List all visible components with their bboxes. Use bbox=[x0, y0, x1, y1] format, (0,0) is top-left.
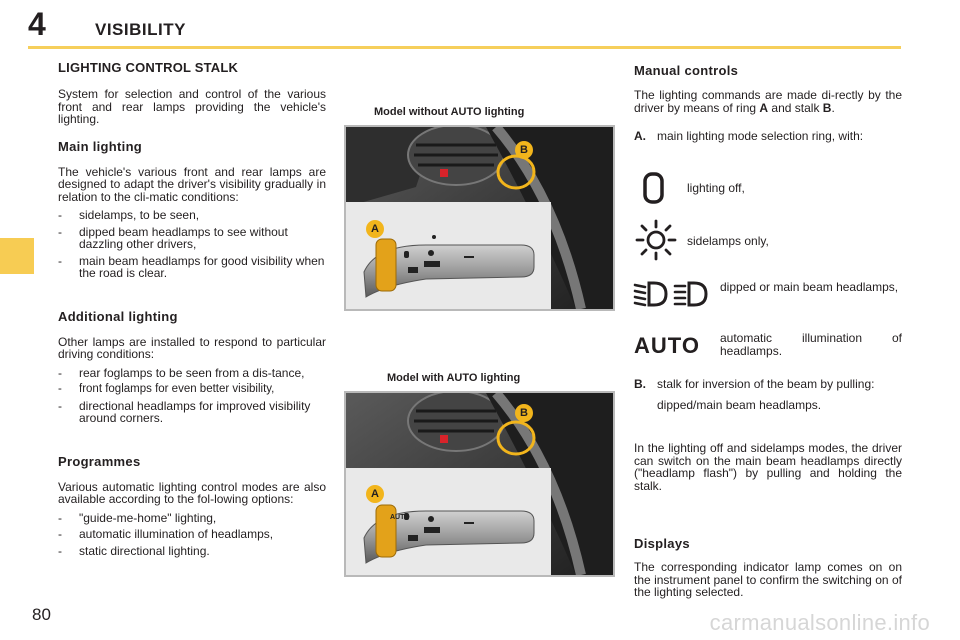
beam-label: dipped or main beam headlamps, bbox=[720, 280, 899, 294]
list-item: - "guide-me-home" lighting, bbox=[58, 510, 217, 525]
list-item: - rear foglamps to be seen from a dis-tance, bbox=[58, 365, 305, 380]
auto-icon: AUTO bbox=[634, 333, 700, 358]
stalk-illustration bbox=[346, 393, 613, 575]
lighting-off-label: lighting off, bbox=[687, 181, 745, 195]
page-number: 80 bbox=[32, 605, 51, 624]
caption-with-auto: Model with AUTO lighting bbox=[387, 372, 521, 384]
sidelamps-label: sidelamps only, bbox=[687, 234, 769, 248]
list-item: - directional headlamps for improved visibility around corners. bbox=[58, 398, 311, 425]
stalk-illustration bbox=[346, 127, 613, 309]
chapter-number: 4 bbox=[28, 6, 46, 42]
displays-text: The corresponding indicator lamp comes on on the instrument panel to confirm the switching on of the lighting selected. bbox=[634, 560, 902, 599]
marker-a: A bbox=[366, 220, 384, 238]
main-lighting-title: Main lighting bbox=[58, 138, 143, 154]
section-title: LIGHTING CONTROL STALK bbox=[58, 60, 239, 75]
chapter-tab bbox=[0, 238, 34, 274]
displays-title: Displays bbox=[634, 536, 690, 551]
stalk-auto-label: AUTO bbox=[390, 514, 410, 521]
auto-label: automatic illumination of headlamps. bbox=[720, 331, 902, 358]
main-lighting-text: The vehicle's various front and rear lamps are designed to adapt the driver's visibility gradually in relation to the cli-matic conditions: bbox=[58, 164, 326, 204]
item-b: B. stalk for inversion of the beam by pulling: dipped/main beam headlamps. bbox=[634, 377, 875, 412]
additional-lighting-list bbox=[58, 367, 326, 425]
headlamp-beam-icons bbox=[632, 279, 712, 312]
manual-controls-title: Manual controls bbox=[634, 63, 739, 78]
additional-lighting-text: Other lamps are installed to respond to particular driving conditions: bbox=[58, 334, 326, 361]
programmes-text: Various automatic lighting control modes are also available according to the fol-lowing options: bbox=[58, 479, 326, 506]
programmes-list bbox=[58, 512, 326, 558]
stalk-photo-with-auto bbox=[344, 391, 615, 577]
lighting-off-icon bbox=[640, 171, 670, 210]
list-item: - automatic illumination of headlamps, bbox=[58, 527, 274, 541]
manual-controls-text: The lighting commands are made di-rectly by the driver by means of ring A and stalk B. bbox=[634, 88, 902, 115]
main-lighting-list bbox=[58, 209, 326, 280]
list-item: - front foglamps for even better visibility, bbox=[58, 383, 275, 395]
chapter-title: VISIBILITY bbox=[95, 20, 186, 39]
list-item: - static directional lighting. bbox=[58, 543, 210, 558]
intro-text: System for selection and control of the various front and rear lamps providing the vehicle's lighting. bbox=[58, 87, 326, 126]
sidelamps-icon bbox=[634, 219, 678, 266]
list-item: - main beam headlamps for good visibility when the road is clear. bbox=[58, 253, 325, 280]
stalk-photo-without-auto bbox=[344, 125, 615, 311]
marker-a: A bbox=[366, 485, 384, 503]
list-item: - sidelamps, to be seen, bbox=[58, 208, 200, 222]
item-a: A. main lighting mode selection ring, with: bbox=[634, 129, 864, 143]
caption-without-auto: Model without AUTO lighting bbox=[374, 106, 525, 118]
headlamp-flash-text: In the lighting off and sidelamps modes, the driver can switch on the main beam headlamps directly ("headlamp flash") by pulling and holding the stalk. bbox=[634, 441, 902, 493]
list-item: - dipped beam headlamps to see without dazzling other drivers, bbox=[58, 224, 288, 251]
header-rule bbox=[28, 46, 901, 49]
programmes-title: Programmes bbox=[58, 453, 141, 469]
watermark: carmanualsonline.info bbox=[709, 610, 930, 635]
marker-b: B bbox=[515, 404, 533, 422]
marker-b: B bbox=[515, 141, 533, 159]
left-column bbox=[58, 60, 326, 557]
additional-lighting-title: Additional lighting bbox=[58, 308, 178, 324]
